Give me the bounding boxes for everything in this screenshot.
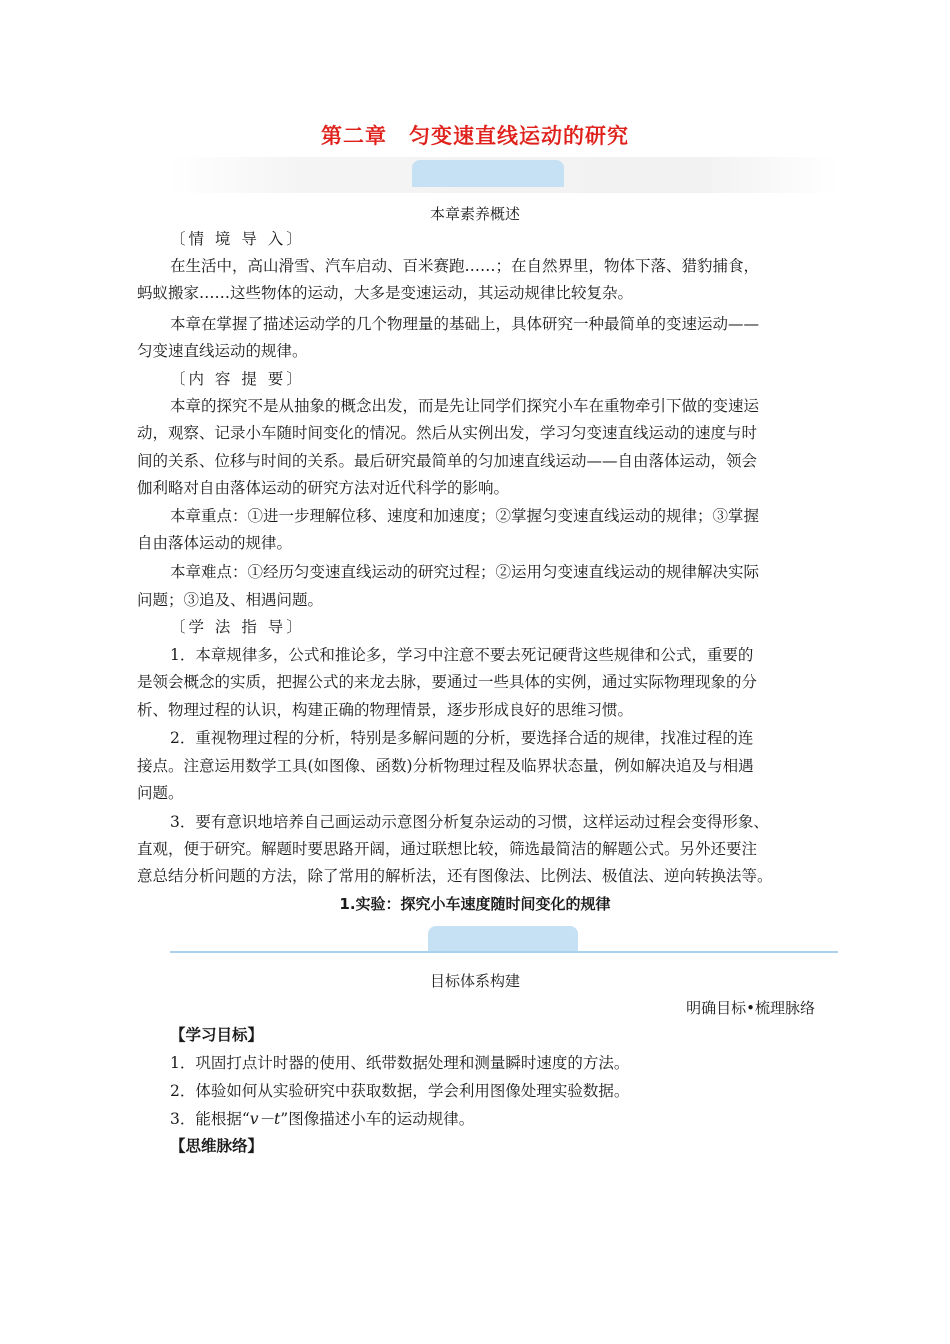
banner-tab xyxy=(412,160,564,187)
section-label-context: 〔情 境 导 入〕 xyxy=(170,230,305,248)
mindmap-label: 【思维脉络】 xyxy=(170,1137,264,1155)
paragraph-line: 在生活中，高山滑雪、汽车启动、百米赛跑……；在自然界里，物体下落、猎豹捕食， xyxy=(170,257,760,275)
paragraph-line: 1．本章规律多，公式和推论多，学习中注意不要去死记硬背这些规律和公式，重要的 xyxy=(170,646,754,664)
paragraph-line: 本章重点：①进一步理解位移、速度和加速度；②掌握匀变速直线运动的规律；③掌握 xyxy=(170,507,760,525)
goal-item: 1．巩固打点计时器的使用、纸带数据处理和测量瞬时速度的方法。 xyxy=(170,1054,630,1072)
goal-item-text: ”图像描述小车的运动规律。 xyxy=(280,1110,475,1128)
paragraph-line: 伽利略对自由落体运动的研究方法对近代科学的影响。 xyxy=(137,479,510,497)
paragraph-line: 动，观察、记录小车随时间变化的情况。然后从实例出发，学习匀变速直线运动的速度与时 xyxy=(137,424,758,442)
chapter-title: 第二章 匀变速直线运动的研究 xyxy=(321,124,629,148)
formula-vt: v－t xyxy=(249,1110,281,1128)
paragraph-line: 蚂蚁搬家……这些物体的运动，大多是变速运动，其运动规律比较复杂。 xyxy=(137,284,634,302)
paragraph-line: 是领会概念的实质，把握公式的来龙去脉，要通过一些具体的实例，通过实际物理现象的分 xyxy=(137,673,758,691)
goal-item-text: 3．能根据“ xyxy=(170,1110,250,1128)
banner-tab xyxy=(428,926,578,952)
paragraph-line: 自由落体运动的规律。 xyxy=(137,534,293,552)
paragraph-line: 2．重视物理过程的分析，特别是多解问题的分析，要选择合适的规律，找准过程的连 xyxy=(170,729,754,747)
goal-item: 2．体验如何从实验研究中获取数据，学会利用图像处理实验数据。 xyxy=(170,1082,630,1100)
paragraph-line: 问题。 xyxy=(137,784,184,802)
target-heading: 目标体系构建 xyxy=(429,972,520,990)
paragraph-line: 问题；③追及、相遇问题。 xyxy=(137,591,324,609)
paragraph-line: 析、物理过程的认识，构建正确的物理情景，逐步形成良好的思维习惯。 xyxy=(137,701,634,719)
paragraph-line: 直观，便于研究。解题时要思路开阔，通过联想比较，筛选最简洁的解题公式。另外还要注 xyxy=(137,840,758,858)
section-label-method: 〔学 法 指 导〕 xyxy=(170,618,305,636)
paragraph-line: 本章难点：①经历匀变速直线运动的研究过程；②运用匀变速直线运动的规律解决实际 xyxy=(170,563,760,581)
lesson-title: 1.实验：探究小车速度随时间变化的规律 xyxy=(339,895,611,913)
section-rule xyxy=(170,951,838,953)
paragraph-line: 意总结分析问题的方法，除了常用的解析法，还有图像法、比例法、极值法、逆向转换法等。 xyxy=(137,867,773,885)
section-label-content: 〔内 容 提 要〕 xyxy=(170,370,305,388)
paragraph-line: 本章在掌握了描述运动学的几个物理量的基础上，具体研究一种最简单的变速运动—— xyxy=(170,315,760,333)
paragraph-line: 3．要有意识地培养自己画运动示意图分析复杂运动的习惯，这样运动过程会变得形象、 xyxy=(170,813,769,831)
paragraph-line: 间的关系、位移与时间的关系。最后研究最简单的匀加速直线运动——自由落体运动，领会 xyxy=(137,452,758,470)
paragraph-line: 本章的探究不是从抽象的概念出发，而是先让同学们探究小车在重物牵引下做的变速运 xyxy=(170,397,760,415)
goals-label: 【学习目标】 xyxy=(170,1026,264,1044)
goal-item xyxy=(170,1109,817,1129)
paragraph-line: 匀变速直线运动的规律。 xyxy=(137,342,308,360)
paragraph-line: 接点。注意运用数学工具(如图像、函数)分析物理过程及临界状态量，例如解决追及与相遇 xyxy=(137,757,754,775)
overview-heading: 本章素养概述 xyxy=(429,205,520,223)
target-note: 明确目标•梳理脉络 xyxy=(686,999,815,1017)
